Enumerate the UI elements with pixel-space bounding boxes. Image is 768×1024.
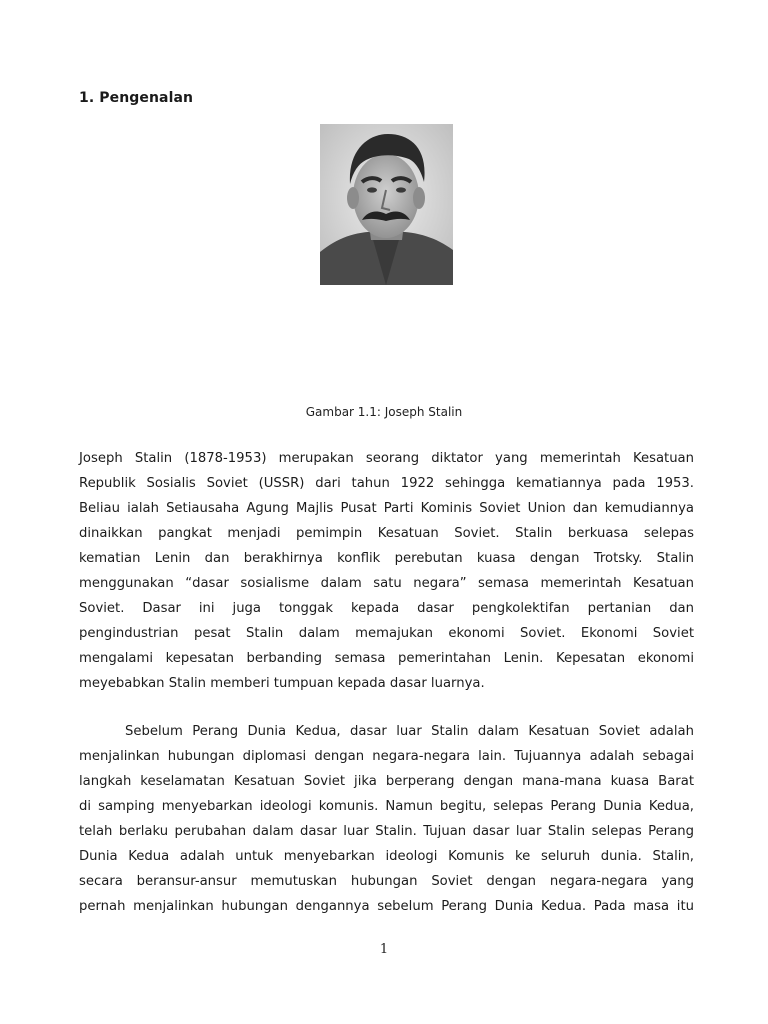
paragraph-line: di samping menyebarkan ideologi komunis. Namun begitu, selepas Perang Dunia Kedua,	[79, 799, 694, 814]
portrait-illustration	[320, 124, 453, 285]
body-paragraph-1	[79, 446, 694, 696]
figure-caption: Gambar 1.1: Joseph Stalin	[305, 405, 463, 419]
paragraph-line: Dunia Kedua adalah untuk menyebarkan ideologi Komunis ke seluruh dunia. Stalin,	[79, 849, 694, 864]
paragraph-line: meyebabkan Stalin memberi tumpuan kepada dasar luarnya.	[79, 676, 485, 691]
paragraph-line: Beliau ialah Setiausaha Agung Majlis Pusat Parti Kominis Soviet Union dan kemudiannya	[79, 501, 694, 516]
paragraph-line: Republik Sosialis Soviet (USSR) dari tahun 1922 sehingga kematiannya pada 1953.	[79, 476, 694, 491]
paragraph-line: langkah keselamatan Kesatuan Soviet jika berperang dengan mana-mana kuasa Barat	[79, 774, 694, 789]
paragraph-line: secara beransur-ansur memutuskan hubungan Soviet dengan negara-negara yang	[79, 874, 694, 889]
paragraph-line: Joseph Stalin (1878-1953) merupakan seorang diktator yang memerintah Kesatuan	[79, 451, 694, 466]
body-paragraph-2	[79, 719, 694, 919]
paragraph-line: mengalami kepesatan berbanding semasa pemerintahan Lenin. Kepesatan ekonomi	[79, 651, 694, 666]
paragraph-line: pengindustrian pesat Stalin dalam memajukan ekonomi Soviet. Ekonomi Soviet	[79, 626, 694, 641]
paragraph-line: pernah menjalinkan hubungan dengannya sebelum Perang Dunia Kedua. Pada masa itu	[79, 899, 694, 914]
section-heading: 1. Pengenalan	[79, 90, 194, 106]
paragraph-line: telah berlaku perubahan dalam dasar luar Stalin. Tujuan dasar luar Stalin selepas Perang	[79, 824, 694, 839]
paragraph-line: menggunakan “dasar sosialisme dalam satu negara” semasa memerintah Kesatuan	[79, 576, 694, 591]
paragraph-line: menjalinkan hubungan diplomasi dengan negara-negara lain. Tujuannya adalah sebagai	[79, 749, 694, 764]
paragraph-line: dinaikkan pangkat menjadi pemimpin Kesatuan Soviet. Stalin berkuasa selepas	[79, 526, 694, 541]
paragraph-line: kematian Lenin dan berakhirnya konflik perebutan kuasa dengan Trotsky. Stalin	[79, 551, 694, 566]
paragraph-line: Soviet. Dasar ini juga tonggak kepada dasar pengkolektifan pertanian dan	[79, 601, 694, 616]
portrait-image	[320, 124, 453, 285]
paragraph-line: Sebelum Perang Dunia Kedua, dasar luar Stalin dalam Kesatuan Soviet adalah	[125, 724, 694, 739]
page-number: 1	[379, 942, 389, 957]
